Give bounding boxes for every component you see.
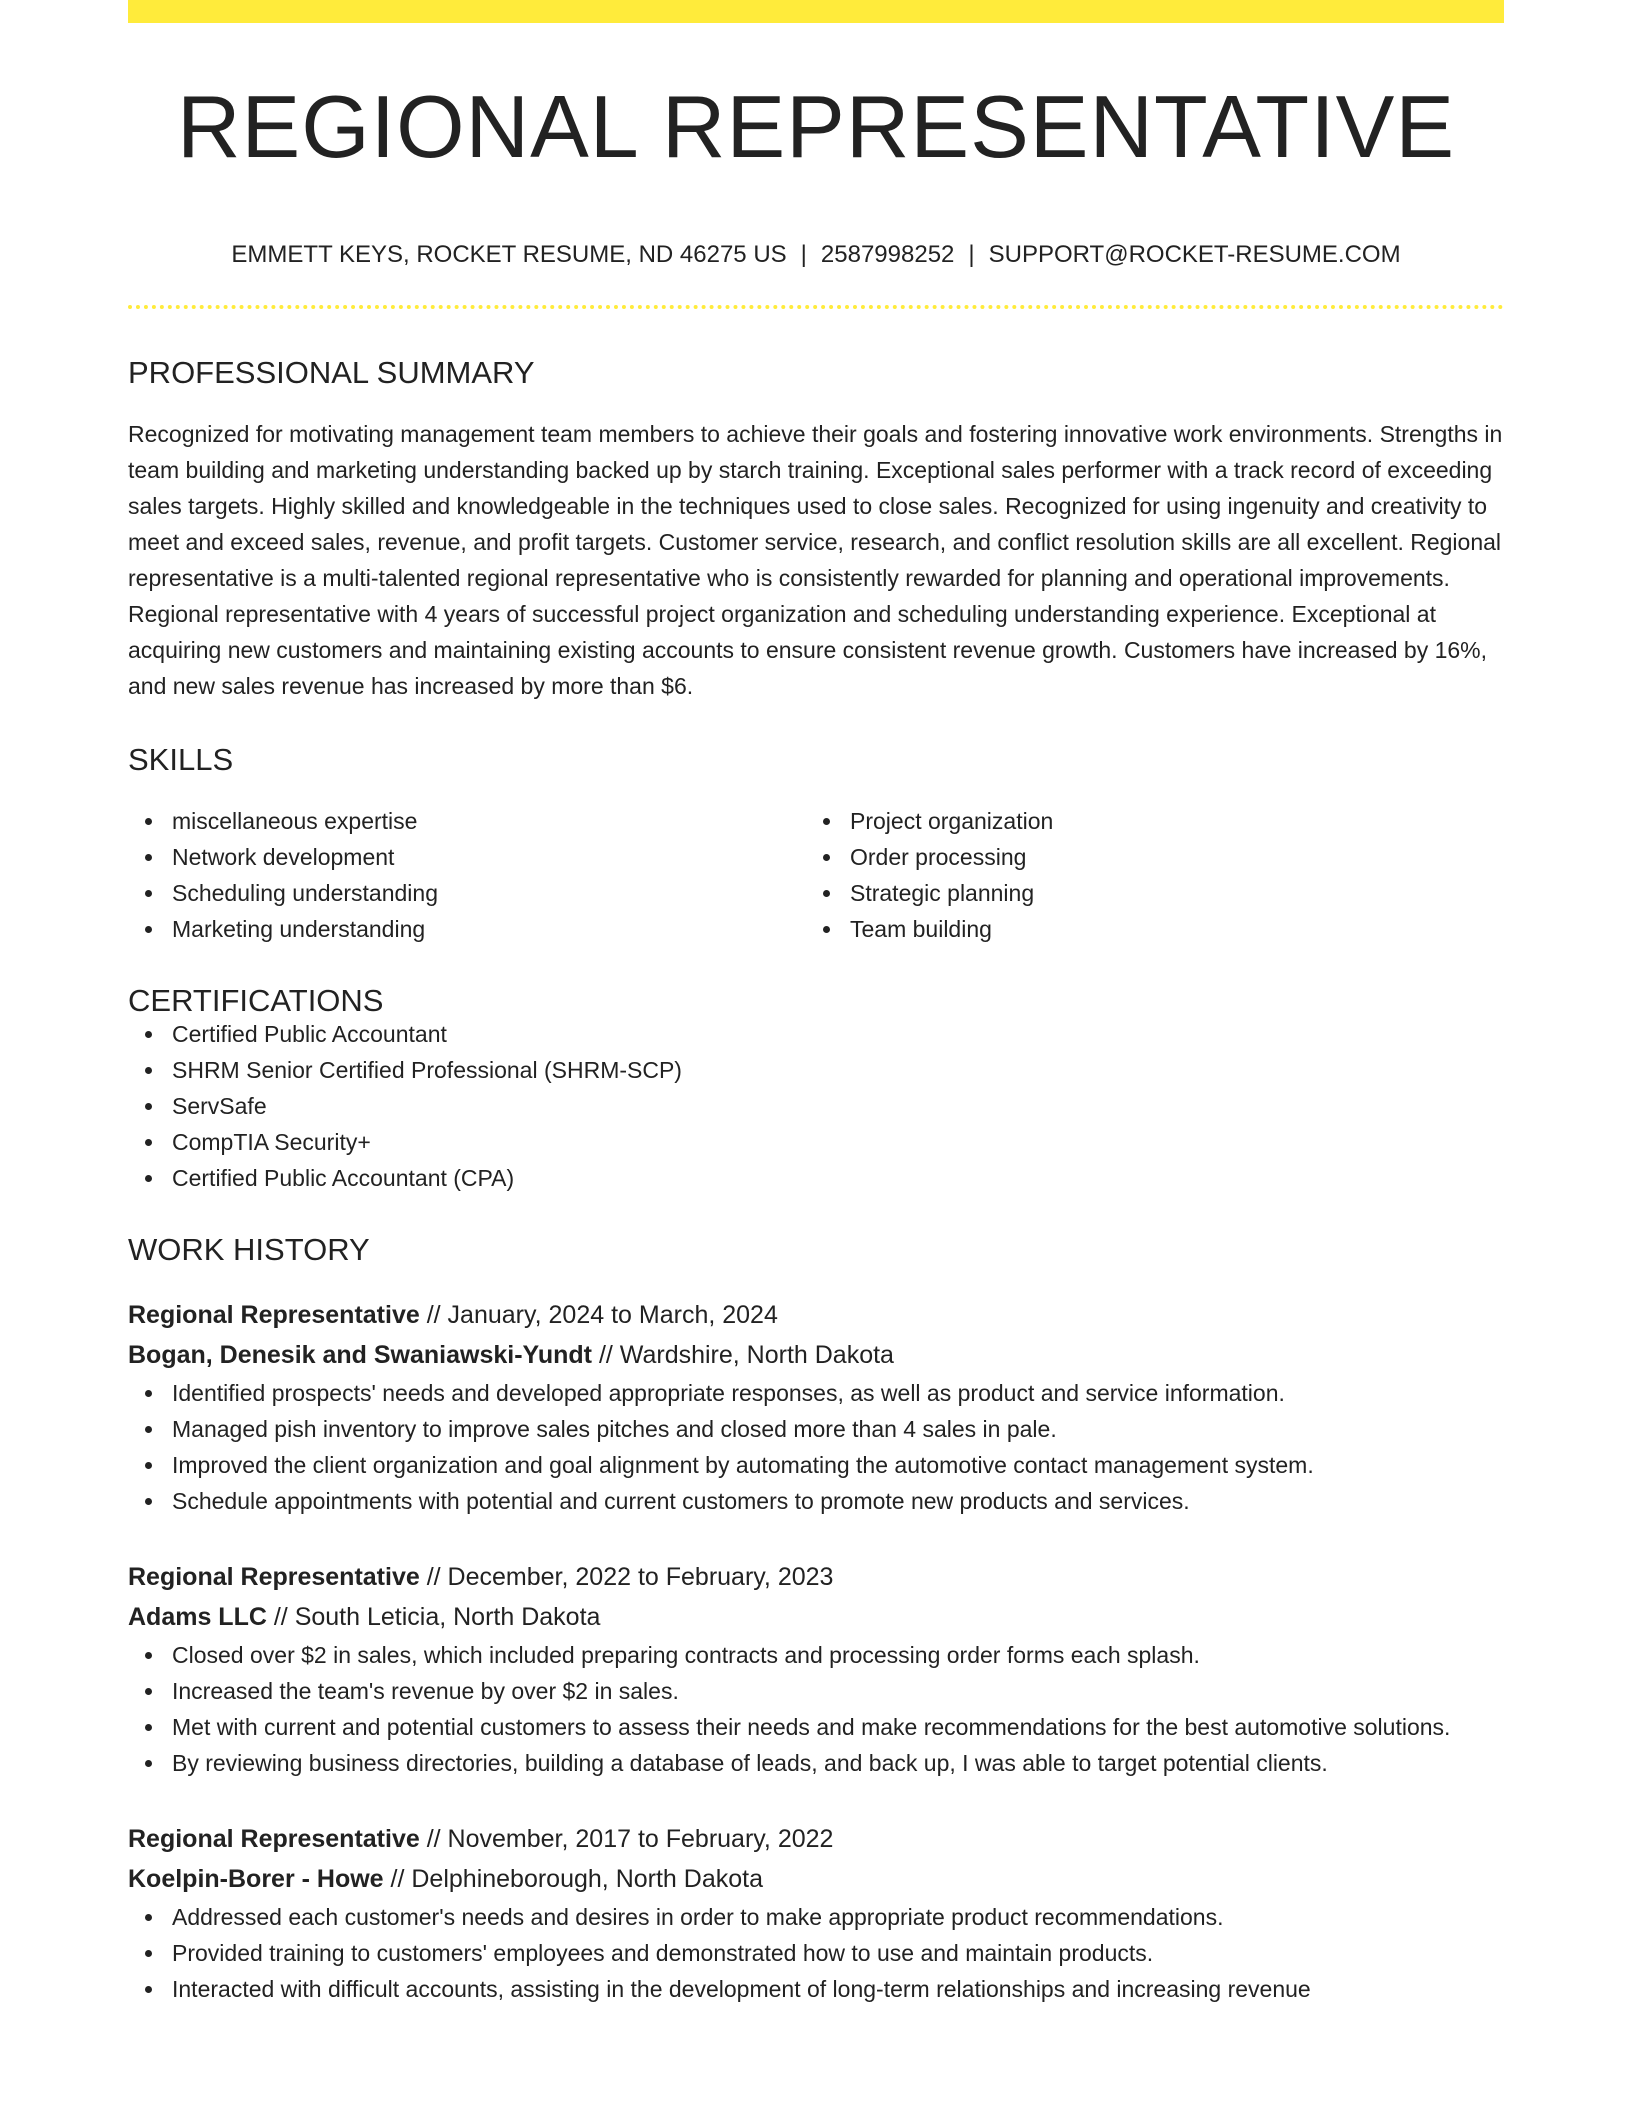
job-dates: // November, 2017 to February, 2022 bbox=[426, 1825, 834, 1853]
skill-item: Project organization bbox=[806, 803, 1484, 839]
job-bullet: Interacted with difficult accounts, assisting in the development of long-term relationships and increasing revenue bbox=[128, 1971, 1504, 2007]
job-title: Regional Representative bbox=[128, 1563, 420, 1591]
job-bullet: Managed pish inventory to improve sales pitches and closed more than 4 sales in pale. bbox=[128, 1411, 1504, 1447]
job-title-line bbox=[128, 1295, 1504, 1335]
job-entry bbox=[128, 1557, 1504, 1781]
skills-list-left bbox=[128, 803, 806, 947]
job-title-line bbox=[128, 1557, 1504, 1597]
work-history-heading: WORK HISTORY bbox=[128, 1232, 370, 1267]
skills-column-left bbox=[128, 803, 806, 947]
job-company-line bbox=[128, 1859, 1504, 1899]
contact-separator: | bbox=[968, 241, 975, 268]
job-bullet: Addressed each customer's needs and desires in order to make appropriate product recommendations. bbox=[128, 1899, 1504, 1935]
job-location: // Wardshire, North Dakota bbox=[598, 1341, 894, 1369]
job-bullet: Closed over $2 in sales, which included preparing contracts and processing order forms each splash. bbox=[128, 1637, 1504, 1673]
skill-item: Scheduling understanding bbox=[128, 875, 806, 911]
summary-text: Recognized for motivating management team members to achieve their goals and fostering innovative work environments. Strengths in team building and marketing understanding backed up by starch training. Exceptional sales performer with a track record of exceeding sales targets. Highly skilled and knowledgeable in the techniques used to close sales. Recognized for using ingenuity and creativity to meet and exceed sales, revenue, and profit targets. Customer service, research, and conflict resolution skills are all excellent. Regional representative is a multi-talented regional representative who is consistently rewarded for planning and operational improvements. Regional representative with 4 years of successful project organization and scheduling understanding experience. Exceptional at acquiring new customers and maintaining existing accounts to ensure consistent revenue growth. Customers have increased by 16%, and new sales revenue has increased by more than $6. bbox=[128, 421, 1503, 699]
job-title-line bbox=[128, 1819, 1504, 1859]
skill-item: Strategic planning bbox=[806, 875, 1484, 911]
job-company: Bogan, Denesik and Swaniawski-Yundt bbox=[128, 1341, 592, 1369]
job-location: // Delphineborough, North Dakota bbox=[390, 1865, 763, 1893]
skill-item: Marketing understanding bbox=[128, 911, 806, 947]
job-bullet: Improved the client organization and goal alignment by automating the automotive contact management system. bbox=[128, 1447, 1504, 1483]
job-bullet: Schedule appointments with potential and current customers to promote new products and services. bbox=[128, 1483, 1504, 1519]
job-title: Regional Representative bbox=[128, 1301, 420, 1329]
job-bullet: Identified prospects' needs and developed appropriate responses, as well as product and service information. bbox=[128, 1375, 1504, 1411]
certifications-list bbox=[128, 1016, 1504, 1196]
job-title: Regional Representative bbox=[128, 1825, 420, 1853]
page-title: REGIONAL REPRESENTATIVE bbox=[176, 77, 1456, 176]
job-bullet: Provided training to customers' employees and demonstrated how to use and maintain products. bbox=[128, 1935, 1504, 1971]
job-company-line bbox=[128, 1597, 1504, 1637]
job-dates: // December, 2022 to February, 2023 bbox=[426, 1563, 834, 1591]
contact-separator: | bbox=[800, 241, 807, 268]
job-bullets bbox=[128, 1899, 1504, 2007]
summary-heading: PROFESSIONAL SUMMARY bbox=[128, 355, 535, 390]
skills-list-right bbox=[806, 803, 1484, 947]
job-dates: // January, 2024 to March, 2024 bbox=[426, 1301, 778, 1329]
job-company: Koelpin-Borer - Howe bbox=[128, 1865, 384, 1893]
job-bullet: Met with current and potential customers to assess their needs and make recommendations for the best automotive solutions. bbox=[128, 1709, 1504, 1745]
skills-column-right bbox=[806, 803, 1484, 947]
certification-item: ServSafe bbox=[128, 1088, 1504, 1124]
certification-item: Certified Public Accountant (CPA) bbox=[128, 1160, 1504, 1196]
contact-phone: 2587998252 bbox=[820, 241, 955, 268]
skills-grid bbox=[128, 803, 1504, 947]
certifications-heading: CERTIFICATIONS bbox=[128, 983, 384, 1018]
certification-item: CompTIA Security+ bbox=[128, 1124, 1504, 1160]
skill-item: Team building bbox=[806, 911, 1484, 947]
contact-line bbox=[128, 243, 1504, 267]
job-entry bbox=[128, 1295, 1504, 1519]
job-bullets bbox=[128, 1637, 1504, 1781]
job-location: // South Leticia, North Dakota bbox=[273, 1603, 601, 1631]
job-bullet: Increased the team's revenue by over $2 in sales. bbox=[128, 1673, 1504, 1709]
resume-page bbox=[128, 0, 1504, 2007]
skill-item: Order processing bbox=[806, 839, 1484, 875]
top-accent-bar bbox=[128, 0, 1504, 23]
skills-heading: SKILLS bbox=[128, 742, 234, 777]
contact-email: SUPPORT@ROCKET-RESUME.COM bbox=[988, 241, 1401, 268]
job-bullets bbox=[128, 1375, 1504, 1519]
contact-address: EMMETT KEYS, ROCKET RESUME, ND 46275 US bbox=[231, 241, 787, 268]
skill-item: miscellaneous expertise bbox=[128, 803, 806, 839]
job-entry bbox=[128, 1819, 1504, 2007]
job-company-line bbox=[128, 1335, 1504, 1375]
skill-item: Network development bbox=[128, 839, 806, 875]
certification-item: Certified Public Accountant bbox=[128, 1016, 1504, 1052]
certification-item: SHRM Senior Certified Professional (SHRM-SCP) bbox=[128, 1052, 1504, 1088]
dotted-divider bbox=[128, 305, 1504, 309]
job-bullet: By reviewing business directories, building a database of leads, and back up, I was able to target potential clients. bbox=[128, 1745, 1504, 1781]
job-company: Adams LLC bbox=[128, 1603, 267, 1631]
